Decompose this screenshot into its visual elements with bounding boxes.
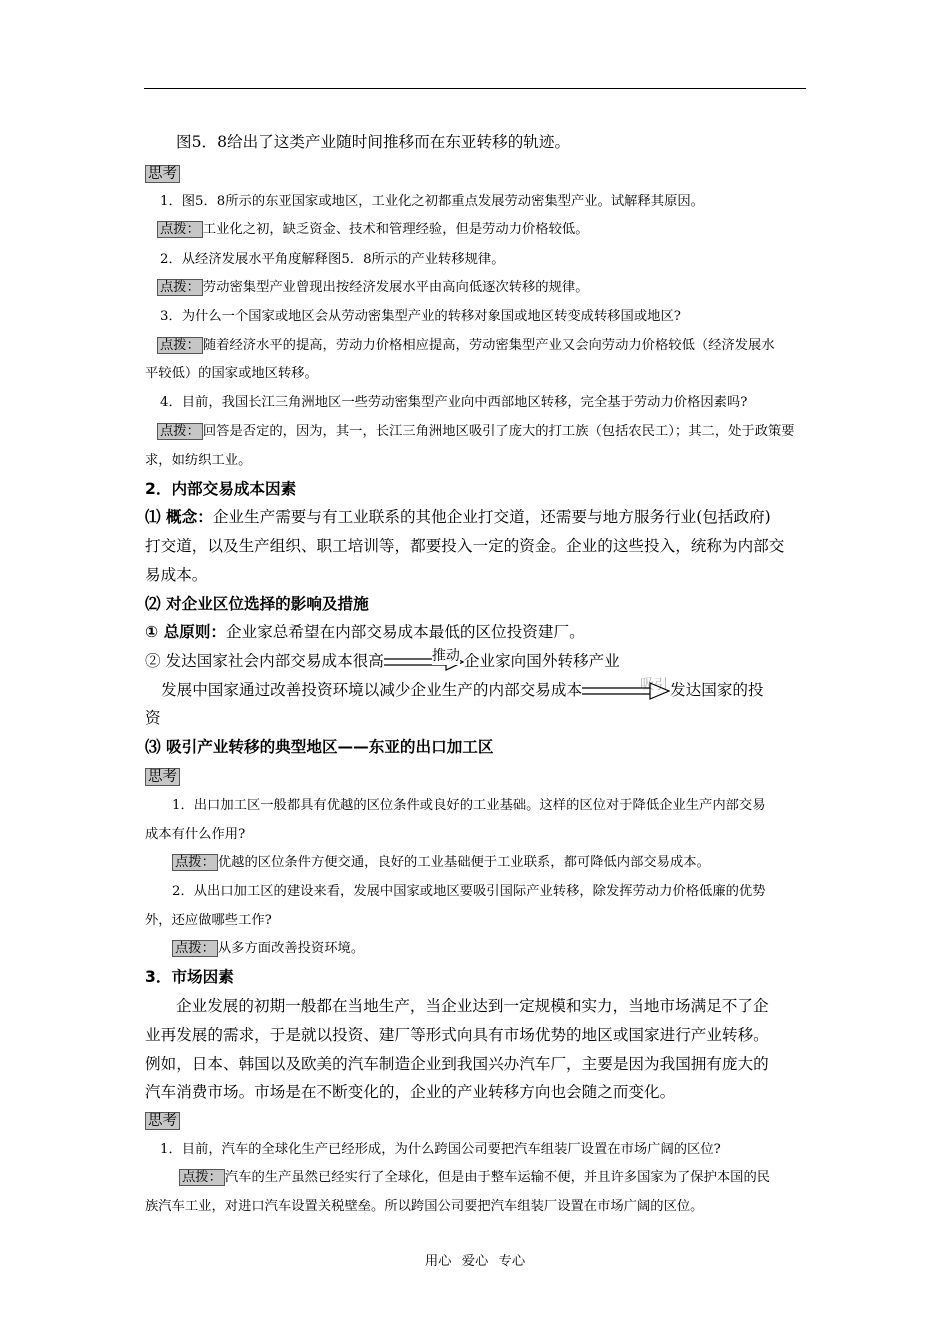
market-line-1: 企业发展的初期一般都在当地生产，当企业达到一定规模和实力，当地市场满足不了企: [176, 997, 769, 1015]
hint-label: 点拨：: [179, 1169, 225, 1186]
question-5: 1．出口加工区一般都具有优越的区位条件或良好的工业基础。这样的区位对于降低企业生产内部交易: [172, 798, 766, 813]
question-2: 2．从经济发展水平角度解释图5．8所示的产业转移规律。: [160, 252, 505, 267]
developed-line: ② 发达国家社会内部交易成本很高 推动 企业家向国外转移产业: [145, 649, 807, 671]
intro-text: 图5．8给出了这类产业随时间推移而在东亚转移的轨迹。: [176, 133, 571, 151]
question-6: 2．从出口加工区的建设来看，发展中国家或地区要吸引国际产业转移，除发挥劳动力价格低廉的优势: [172, 884, 766, 899]
answer-7-cont: 族汽车工业，对进口汽车设置关税壁垒。所以跨国公司要把汽车组装厂设置在市场广阔的区位。: [145, 1199, 704, 1214]
hint-label: 点拨：: [172, 940, 218, 957]
think-label: 思考: [145, 162, 807, 183]
hint-label: 点拨：: [157, 423, 203, 440]
question-4: 4．目前，我国长江三角洲地区一些劳动密集型产业向中西部地区转移，完全基于劳动力价格因素吗?: [160, 395, 748, 410]
header-rule: [144, 88, 806, 89]
answer-4-cont: 求，如纺织工业。: [145, 453, 252, 468]
developing-line: 发展中国家通过改善投资环境以减少企业生产的内部交易成本 吸引 发达国家的投: [161, 677, 764, 699]
answer-6: 点拨： 从多方面改善投资环境。: [172, 937, 834, 956]
answer-3-cont: 平较低）的国家或地区转移。: [145, 366, 318, 381]
arrow-attract: 吸引: [582, 682, 670, 700]
heading-market: 3．市场因素: [145, 968, 234, 986]
hint-label: 点拨：: [172, 854, 218, 871]
think-label: 思考: [145, 1109, 807, 1130]
answer-3: 点拨： 随着经济水平的提高，劳动力价格相应提高，劳动密集型产业又会向劳动力价格较低（经济发展水: [157, 334, 819, 353]
hint-label: 点拨：: [157, 279, 203, 296]
page-footer: 用心 爱心 专心: [424, 1254, 526, 1269]
answer-2: 点拨： 劳动密集型产业曾现出按经济发展水平由高向低逐次转移的规律。: [157, 276, 819, 295]
question-3: 3．为什么一个国家或地区会从劳动密集型产业的转移对象国或地区转变成转移国或地区?: [160, 309, 681, 324]
answer-7: 点拨： 汽车的生产虽然已经实行了全球化，但是由于整车运输不便，并且许多国家为了保护本国的民: [179, 1166, 841, 1185]
market-line-4: 汽车消费市场。市场是在不断变化的，企业的产业转移方向也会随之而变化。: [145, 1083, 676, 1101]
hint-label: 点拨：: [157, 221, 203, 238]
answer-1: 点拨： 工业化之初，缺乏资金、技术和管理经验，但是劳动力价格较低。: [157, 218, 819, 237]
think-label: 思考: [145, 765, 807, 786]
question-7: 1．目前，汽车的全球化生产已经形成，为什么跨国公司要把汽车组装厂设置在市场广阔的区位?: [160, 1142, 721, 1157]
question-1: 1．图5．8所示的东亚国家或地区，工业化之初都重点发展劳动密集型产业。试解释其原因。: [160, 194, 704, 209]
concept-line-2: 打交道，以及生产组织、职工培训等，都要投入一定的资金。企业的这些投入，统称为内部交: [145, 537, 785, 555]
subheading-impact: ⑵ 对企业区位选择的影响及措施: [145, 595, 369, 613]
concept-line-3: 易成本。: [145, 566, 208, 584]
principle-line: ① 总原则：企业家总希望在内部交易成本最低的区位投资建厂。: [145, 623, 585, 641]
hint-label: 点拨：: [157, 337, 203, 354]
market-line-2: 业再发展的需求，于是就以投资、建厂等形式向具有市场优势的地区或国家进行产业转移。: [145, 1026, 769, 1044]
answer-4: 点拨： 回答是否定的，因为，其一，长江三角洲地区吸引了庞大的打工族（包括农民工）；其二，处于政策要: [157, 420, 819, 439]
subheading-export-zone: ⑶ 吸引产业转移的典型地区——东亚的出口加工区: [145, 738, 494, 756]
concept-line-1: ⑴ 概念：企业生产需要与有工业联系的其他企业打交道，还需要与地方服务行业(包括政府): [145, 508, 771, 526]
heading-internal-cost: 2．内部交易成本因素: [145, 480, 297, 498]
arrow-push: 推动: [384, 653, 464, 671]
question-5-cont: 成本有什么作用?: [145, 827, 246, 842]
question-6-cont: 外，还应做哪些工作?: [145, 913, 272, 928]
answer-5: 点拨： 优越的区位条件方便交通，良好的工业基础便于工业联系，都可降低内部交易成本。: [172, 851, 834, 870]
market-line-3: 例如，日本、韩国以及欧美的汽车制造企业到我国兴办汽车厂，主要是因为我国拥有庞大的: [145, 1055, 769, 1073]
developing-line-cont: 资: [145, 709, 161, 727]
